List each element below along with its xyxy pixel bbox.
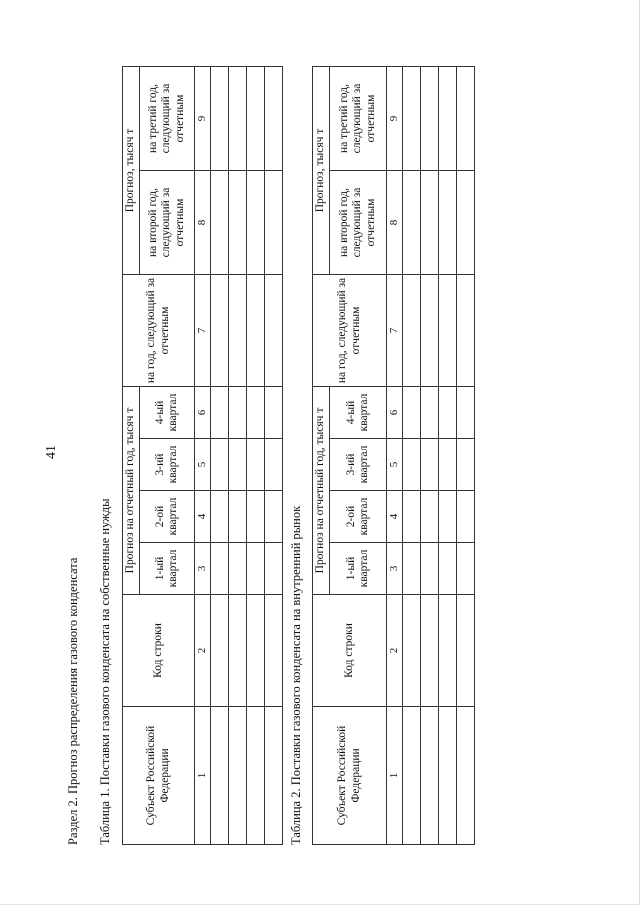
header-q2: 2-ой квартал: [140, 491, 195, 543]
empty-cell: [457, 595, 475, 707]
empty-cell: [247, 595, 265, 707]
empty-cell: [421, 66, 439, 170]
empty-cell: [247, 274, 265, 386]
empty-cell: [265, 491, 283, 543]
column-number-row: [387, 66, 403, 844]
empty-cell: [265, 66, 283, 170]
empty-cell: [457, 491, 475, 543]
empty-cell: [421, 543, 439, 595]
empty-cell: [439, 595, 457, 707]
header-subject: Субъект Российской Федерации: [123, 707, 195, 845]
header-forecast-group: Прогноз, тысяч т: [123, 66, 140, 274]
empty-cell: [421, 439, 439, 491]
empty-cell: [229, 386, 247, 438]
empty-cell: [247, 170, 265, 274]
table-row: [247, 66, 265, 844]
header-q4: 4-ый квартал: [330, 386, 387, 438]
empty-cell: [403, 439, 421, 491]
table-row: [421, 66, 439, 844]
empty-cell: [211, 386, 229, 438]
header-q1: 1-ый квартал: [140, 543, 195, 595]
empty-cell: [229, 491, 247, 543]
empty-cell: [265, 274, 283, 386]
column-number: 5: [195, 439, 211, 491]
header-next-year: на год, следующий за отчетным: [313, 274, 387, 386]
column-number: 1: [387, 707, 403, 845]
empty-cell: [421, 386, 439, 438]
table-row: [439, 66, 457, 844]
empty-cell: [457, 543, 475, 595]
column-number: 9: [195, 66, 211, 170]
column-number: 5: [387, 439, 403, 491]
empty-cell: [247, 439, 265, 491]
empty-cell: [457, 170, 475, 274]
empty-cell: [247, 707, 265, 845]
empty-cell: [421, 491, 439, 543]
empty-cell: [229, 543, 247, 595]
header-current-year-group: Прогноз на отчетный год, тысяч т: [123, 386, 140, 594]
empty-cell: [439, 707, 457, 845]
empty-cell: [229, 274, 247, 386]
empty-cell: [439, 386, 457, 438]
header-forecast-group: Прогноз, тысяч т: [313, 66, 330, 274]
empty-cell: [403, 491, 421, 543]
empty-cell: [229, 439, 247, 491]
header-third-year: на третий год, следующий за отчетным: [140, 66, 195, 170]
empty-cell: [421, 170, 439, 274]
empty-cell: [211, 274, 229, 386]
empty-cell: [439, 274, 457, 386]
empty-cell: [403, 66, 421, 170]
table-row: [229, 66, 247, 844]
column-number: 1: [195, 707, 211, 845]
empty-cell: [247, 543, 265, 595]
empty-cell: [457, 274, 475, 386]
column-number: 2: [387, 595, 403, 707]
empty-cell: [247, 491, 265, 543]
empty-cell: [457, 707, 475, 845]
empty-cell: [229, 595, 247, 707]
header-q4: 4-ый квартал: [140, 386, 195, 438]
empty-cell: [265, 386, 283, 438]
page-number: 41: [44, 445, 59, 459]
section-title: Раздел 2. Прогноз распределения газового конденсата: [66, 557, 80, 845]
column-number: 2: [195, 595, 211, 707]
table-row: [403, 66, 421, 844]
empty-cell: [439, 439, 457, 491]
header-current-year-group: Прогноз на отчетный год, тысяч т: [313, 386, 330, 594]
table-row: [457, 66, 475, 844]
empty-cell: [439, 66, 457, 170]
header-row-code: Код строки: [123, 595, 195, 707]
empty-cell: [265, 707, 283, 845]
table-2: [312, 66, 475, 845]
column-number: 3: [195, 543, 211, 595]
header-third-year: на третий год, следующий за отчетным: [330, 66, 387, 170]
empty-cell: [211, 439, 229, 491]
empty-cell: [403, 170, 421, 274]
empty-cell: [421, 595, 439, 707]
empty-cell: [403, 274, 421, 386]
empty-cell: [229, 170, 247, 274]
empty-cell: [403, 386, 421, 438]
empty-cell: [229, 707, 247, 845]
header-second-year: на второй год, следующий за отчетным: [330, 170, 387, 274]
table-row: [265, 66, 283, 844]
header-subject: Субъект Российской Федерации: [313, 707, 387, 845]
empty-cell: [265, 439, 283, 491]
column-number: 4: [195, 491, 211, 543]
header-second-year: на второй год, следующий за отчетным: [140, 170, 195, 274]
table-2-caption: Таблица 2. Поставки газового конденсата на внутренний рынок: [289, 505, 303, 845]
table-row: [211, 66, 229, 844]
column-number: 7: [195, 274, 211, 386]
column-number: 4: [387, 491, 403, 543]
empty-cell: [211, 595, 229, 707]
header-q3: 3-ий квартал: [140, 439, 195, 491]
header-row-code: Код строки: [313, 595, 387, 707]
header-next-year: на год, следующий за отчетным: [123, 274, 195, 386]
column-number: 9: [387, 66, 403, 170]
empty-cell: [211, 491, 229, 543]
column-number: 6: [195, 386, 211, 438]
empty-cell: [265, 543, 283, 595]
empty-cell: [403, 595, 421, 707]
empty-cell: [211, 170, 229, 274]
column-number: 3: [387, 543, 403, 595]
header-q3: 3-ий квартал: [330, 439, 387, 491]
empty-cell: [457, 439, 475, 491]
header-q1: 1-ый квартал: [330, 543, 387, 595]
header-q2: 2-ой квартал: [330, 491, 387, 543]
empty-cell: [229, 66, 247, 170]
empty-cell: [403, 543, 421, 595]
column-number: 6: [387, 386, 403, 438]
table-1-caption: Таблица 1. Поставки газового конденсата на собственные нужды: [98, 498, 112, 845]
empty-cell: [439, 170, 457, 274]
empty-cell: [421, 274, 439, 386]
table-1: [122, 66, 283, 845]
empty-cell: [247, 66, 265, 170]
empty-cell: [265, 170, 283, 274]
empty-cell: [211, 543, 229, 595]
column-number-row: [195, 66, 211, 844]
column-number: 8: [195, 170, 211, 274]
empty-cell: [457, 386, 475, 438]
empty-cell: [211, 66, 229, 170]
empty-cell: [247, 386, 265, 438]
empty-cell: [439, 491, 457, 543]
empty-cell: [421, 707, 439, 845]
empty-cell: [457, 66, 475, 170]
empty-cell: [211, 707, 229, 845]
column-number: 8: [387, 170, 403, 274]
empty-cell: [439, 543, 457, 595]
column-number: 7: [387, 274, 403, 386]
empty-cell: [403, 707, 421, 845]
empty-cell: [265, 595, 283, 707]
